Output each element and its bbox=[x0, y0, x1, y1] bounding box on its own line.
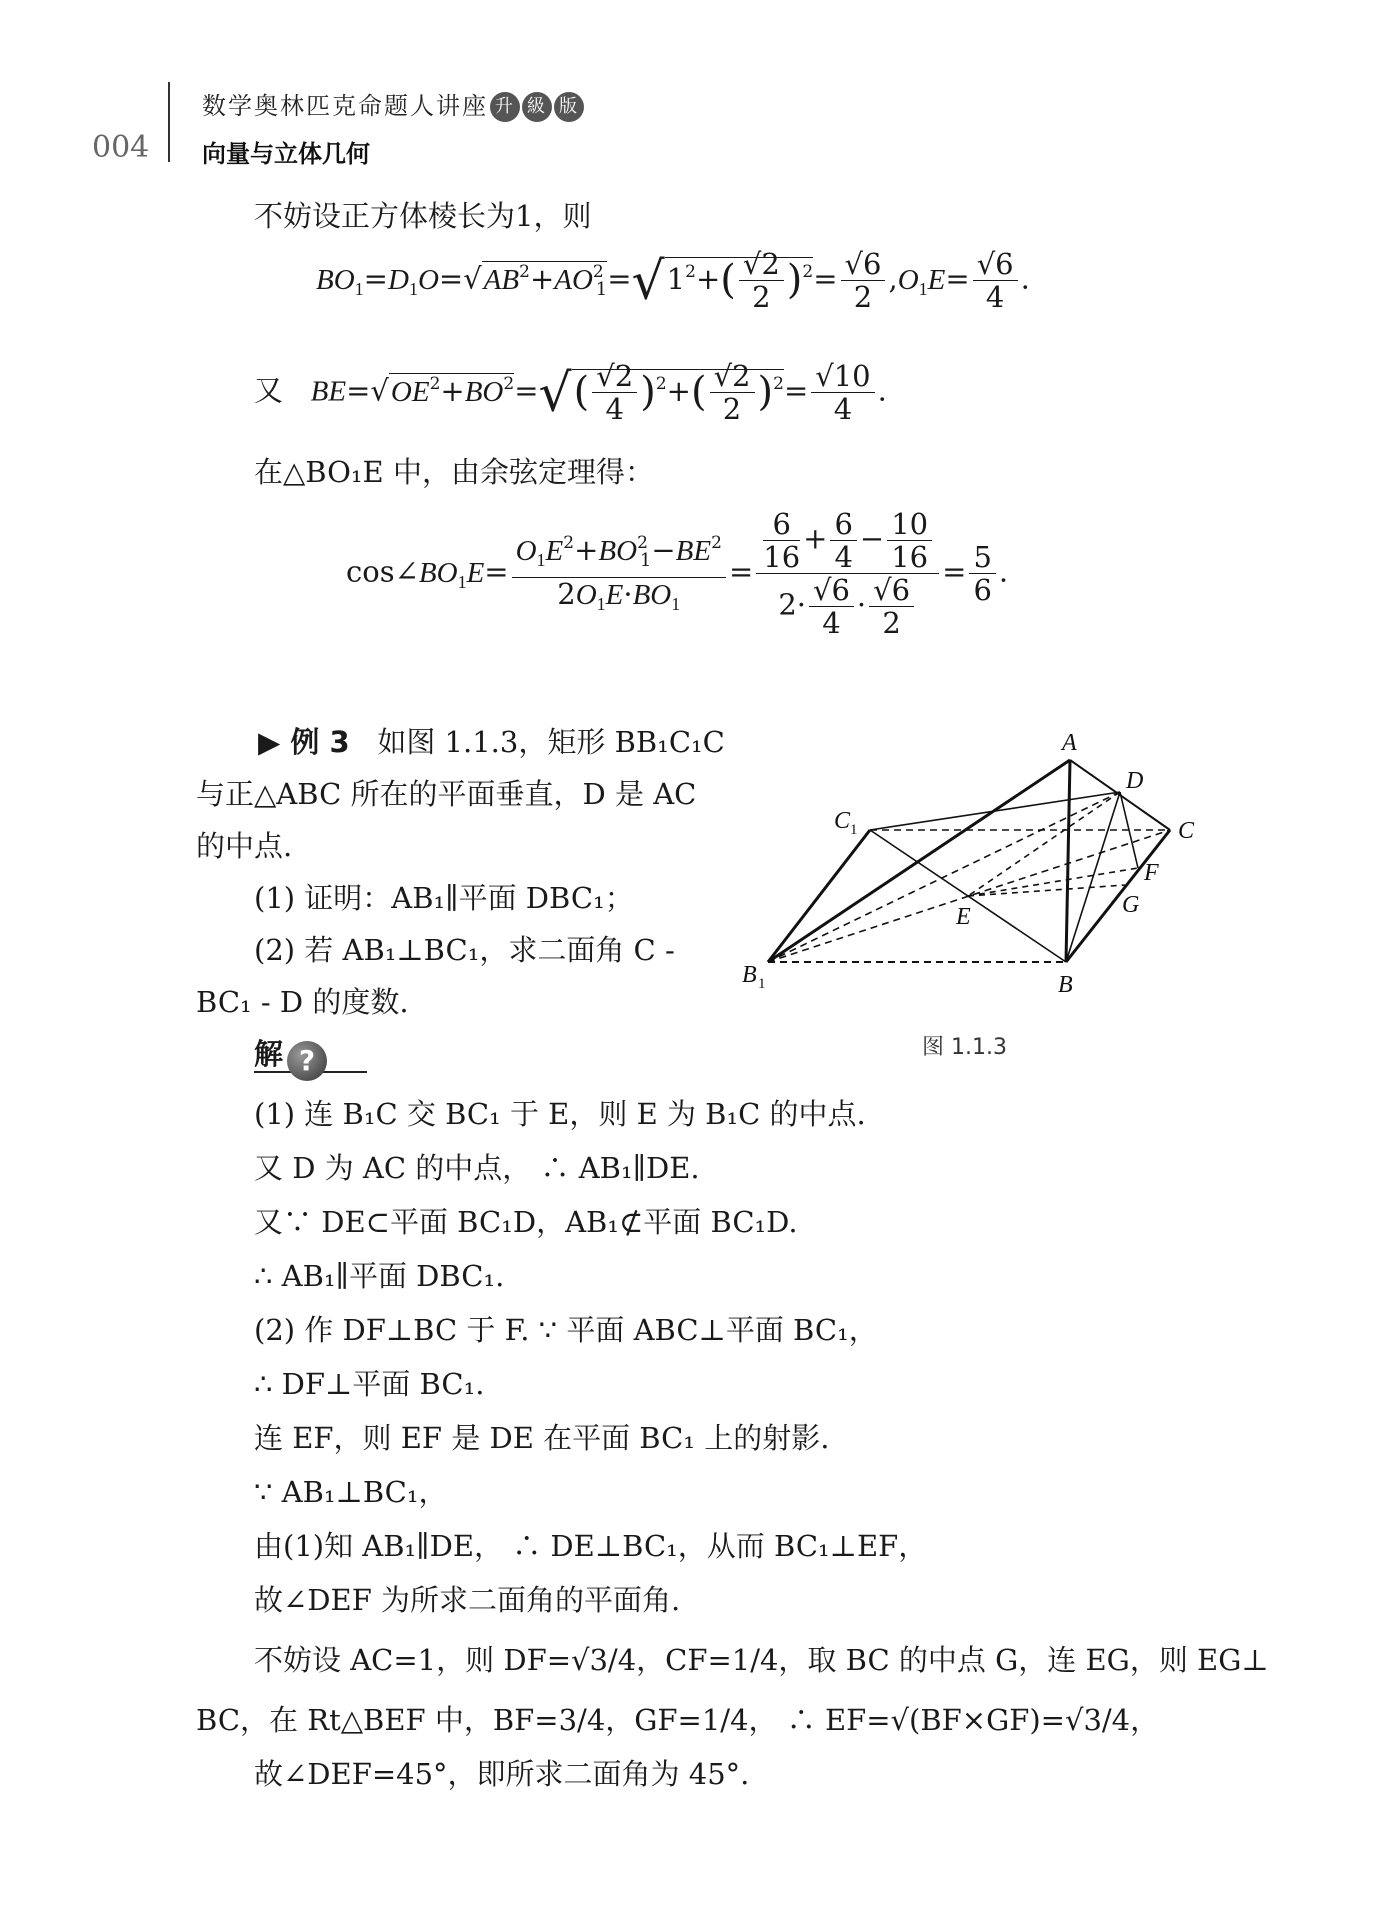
badge-ban: 版 bbox=[554, 92, 584, 122]
solution-line-10: 故∠DEF 为所求二面角的平面角. bbox=[254, 1583, 681, 1617]
solution-line-6: ∴ DF⊥平面 BC₁. bbox=[254, 1367, 485, 1401]
solution-line-3: 又∵ DE⊂平面 BC₁D，AB₁⊄平面 BC₁D. bbox=[254, 1205, 798, 1239]
page-number: 004 bbox=[92, 130, 150, 165]
label-g: G bbox=[1122, 892, 1140, 918]
solution-line-12: BC，在 Rt△BEF 中，BF=3/4，GF=1/4， ∴ EF=√(BF×GF)=√3/4， bbox=[196, 1703, 1160, 1737]
label-c1-sub: 1 bbox=[850, 822, 858, 838]
intro-line: 不妨设正方体棱长为1，则 bbox=[254, 199, 592, 233]
example-label: ▶ 例 3 bbox=[258, 725, 350, 759]
example-question-2a: (2) 若 AB₁⊥BC₁，求二面角 C - bbox=[254, 933, 675, 967]
solution-heading bbox=[254, 1032, 367, 1081]
label-e: E bbox=[956, 904, 971, 930]
example-line-3: 的中点. bbox=[196, 829, 293, 863]
label-d: D bbox=[1126, 768, 1144, 794]
solution-line-7: 连 EF，则 EF 是 DE 在平面 BC₁ 上的射影. bbox=[254, 1421, 830, 1455]
solution-line-13: 故∠DEF=45°，即所求二面角为 45°. bbox=[254, 1757, 750, 1791]
example-line-1: ▶ 例 3 如图 1.1.3，矩形 BB₁C₁C bbox=[258, 725, 725, 759]
formula-be: 又 $BE=√OE^2+BO^2=√$( $\frac{√2}{4}$ )$^2$+( $\frac{√2}{2}$ )$^2$= $\frac{√10}{4}$ . bbox=[254, 359, 887, 426]
edge-b-c bbox=[1066, 830, 1170, 962]
question-icon: ? bbox=[287, 1041, 327, 1081]
figure-caption: 图 1.1.3 bbox=[922, 1035, 1007, 1060]
formula-cos: $\cos\angle BO_1E=$ $\frac{O_1E^2+BO^2_1-BE^2}{2O_1E\cdot BO_1}$ = $\frac{6}{16}$ + $\frac{6}{4}$ − $\frac{10}{16}$ 2· $\frac{√6}{4}$ · $\frac{√6}{2}$ = $\frac{5}{6}$ . bbox=[346, 507, 1009, 640]
header-divider bbox=[168, 82, 170, 162]
solution-line-9: 由(1)知 AB₁∥DE， ∴ DE⊥BC₁，从而 BC₁⊥EF， bbox=[254, 1529, 928, 1563]
you-word: 又 bbox=[254, 373, 284, 408]
solution-line-1: (1) 连 B₁C 交 BC₁ 于 E，则 E 为 B₁C 的中点. bbox=[254, 1097, 866, 1131]
figure-1-1-3 bbox=[730, 720, 1210, 1010]
solution-label: 解 ? bbox=[254, 1037, 367, 1073]
formula-bo1: $BO_1=D_1O=√AB^2+AO^2_1=√1^2+$( $\frac{√2}{2}$ )$^2$= $\frac{√6}{2}$ $,O_1E=$ $\frac{√6}{4}$ . bbox=[316, 247, 1030, 314]
solution-line-5: (2) 作 DF⊥BC 于 F. ∵ 平面 ABC⊥平面 BC₁， bbox=[254, 1313, 878, 1347]
edge-a-b bbox=[1066, 760, 1070, 962]
solution-line-2: 又 D 为 AC 的中点， ∴ AB₁∥DE. bbox=[254, 1151, 700, 1185]
label-f: F bbox=[1144, 860, 1159, 886]
edge-e-f bbox=[968, 868, 1138, 896]
badge-sheng: 升 bbox=[490, 92, 520, 122]
triangle-line: 在△BO₁E 中，由余弦定理得： bbox=[254, 455, 654, 489]
edge-d-e bbox=[968, 792, 1120, 896]
label-b: B bbox=[1058, 972, 1073, 998]
label-a: A bbox=[1062, 730, 1077, 756]
book-title bbox=[202, 86, 584, 122]
edge-c1-d bbox=[870, 792, 1120, 830]
badge-ji: 級 bbox=[522, 92, 552, 122]
chapter-title: 向量与立体几何 bbox=[202, 140, 370, 168]
label-c1: C bbox=[834, 808, 851, 834]
example-question-1: (1) 证明：AB₁∥平面 DBC₁； bbox=[254, 881, 634, 915]
edge-e-g bbox=[968, 885, 1125, 896]
label-b1-sub: 1 bbox=[758, 976, 766, 992]
edge-d-b bbox=[1066, 792, 1120, 962]
label-c: C bbox=[1178, 818, 1195, 844]
example-question-2b: BC₁ - D 的度数. bbox=[196, 985, 409, 1019]
solution-line-8: ∵ AB₁⊥BC₁， bbox=[254, 1475, 448, 1509]
book-title-text: 数学奥林匹克命题人讲座 bbox=[202, 92, 488, 120]
example-line-2: 与正△ABC 所在的平面垂直，D 是 AC bbox=[196, 777, 697, 811]
edge-b1-a bbox=[768, 760, 1070, 962]
label-b1: B bbox=[742, 962, 757, 988]
solution-line-11: 不妨设 AC=1，则 DF=√3/4，CF=1/4，取 BC 的中点 G，连 EG，则 EG⊥ bbox=[254, 1643, 1269, 1677]
edge-b1-c1 bbox=[768, 830, 870, 962]
solution-line-4: ∴ AB₁∥平面 DBC₁. bbox=[254, 1259, 505, 1293]
